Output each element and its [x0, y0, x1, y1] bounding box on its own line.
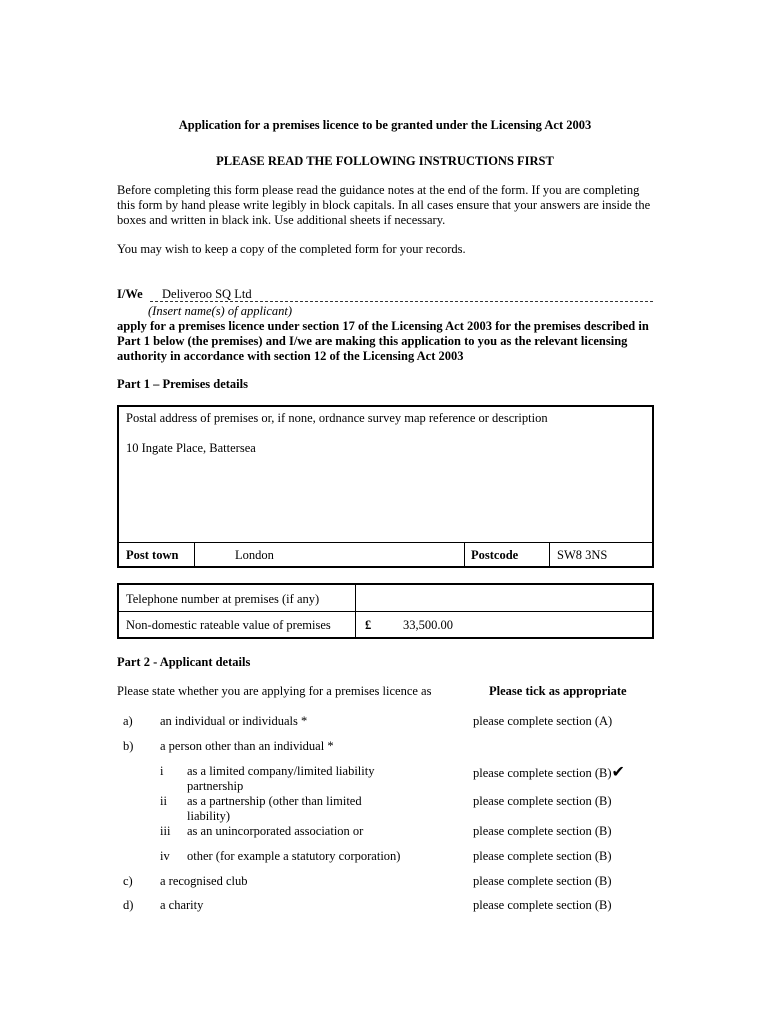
option-marker: c) [123, 874, 133, 888]
application-statement: apply for a premises licence under section 17 of the Licensing Act 2003 for the premises described in Part 1 below (the premises) and I/we are making this application to you as the relevant licensing authority in accordance with section 12 of the Licensing Act 2003 [117, 319, 649, 363]
post-town-label: Post town [126, 548, 179, 562]
address-value: 10 Ingate Place, Battersea [126, 441, 256, 455]
option-action[interactable]: please complete section (B) [473, 874, 612, 888]
post-town-value: London [235, 548, 274, 562]
option-other-statutory: other (for example a statutory corporation) [187, 849, 401, 863]
applicant-name-hint: (Insert name(s) of applicant) [148, 304, 293, 318]
option-other-person: a person other than an individual * [160, 739, 334, 753]
option-action[interactable]: please complete section (A) [473, 714, 613, 728]
suboption-marker: ii [160, 794, 167, 808]
option-action[interactable]: please complete section (B) [473, 849, 612, 863]
telephone-input[interactable] [359, 587, 649, 609]
option-action[interactable]: please complete section (B) [473, 794, 612, 808]
rateable-value: 33,500.00 [403, 618, 453, 632]
form-title: Application for a premises licence to be granted under the Licensing Act 2003 [178, 118, 592, 132]
checkmark-icon: ✔ [611, 764, 625, 781]
instructions-paragraph: Before completing this form please read the guidance notes at the end of the form. If you are completing this form by hand please write legibly in block capitals. In all cases ensure that your answers are inside the boxes and written in black ink. Use additional sheets if necessary. [117, 183, 651, 227]
suboption-marker: iv [160, 849, 170, 863]
post-town-input[interactable] [199, 544, 461, 566]
instructions-heading: PLEASE READ THE FOLLOWING INSTRUCTIONS FIRST [216, 154, 554, 168]
option-charity: a charity [160, 898, 204, 912]
telephone-label: Telephone number at premises (if any) [126, 592, 320, 606]
option-action[interactable]: please complete section (B) [473, 898, 612, 912]
rateable-input[interactable] [381, 614, 649, 636]
part2-heading: Part 2 - Applicant details [117, 655, 251, 669]
option-partnership: as a partnership (other than limited liability) [187, 794, 362, 823]
applicant-name-field[interactable] [150, 287, 653, 302]
option-individual: an individual or individuals * [160, 714, 308, 728]
option-action[interactable] [473, 765, 625, 781]
part1-heading: Part 1 – Premises details [117, 377, 248, 391]
rateable-label: Non-domestic rateable value of premises [126, 618, 331, 632]
postcode-input[interactable] [552, 544, 650, 566]
telephone-rateable-box [117, 583, 654, 639]
part2-question: Please state whether you are applying for a premises licence as [117, 684, 432, 698]
applicant-label: I/We [117, 287, 143, 301]
address-input[interactable] [126, 441, 646, 536]
tick-heading: Please tick as appropriate [489, 684, 627, 698]
currency-symbol: £ [365, 618, 372, 632]
suboption-marker: iii [160, 824, 171, 838]
postcode-label: Postcode [471, 548, 519, 562]
suboption-marker: i [160, 764, 164, 778]
premises-address-box [117, 405, 654, 568]
address-label: Postal address of premises or, if none, ordnance survey map reference or description [126, 411, 548, 425]
option-recognised-club: a recognised club [160, 874, 248, 888]
option-marker: b) [123, 739, 134, 753]
applicant-name-value: Deliveroo SQ Ltd [162, 287, 252, 301]
option-action[interactable]: please complete section (B) [473, 824, 612, 838]
option-unincorporated: as an unincorporated association or [187, 824, 364, 838]
keep-copy-note: You may wish to keep a copy of the completed form for your records. [117, 242, 466, 256]
option-action-label: please complete section (B) [473, 766, 612, 780]
postcode-value: SW8 3NS [557, 548, 608, 562]
option-marker: d) [123, 898, 134, 912]
option-marker: a) [123, 714, 133, 728]
option-limited-company: as a limited company/limited liability partnership [187, 764, 375, 793]
